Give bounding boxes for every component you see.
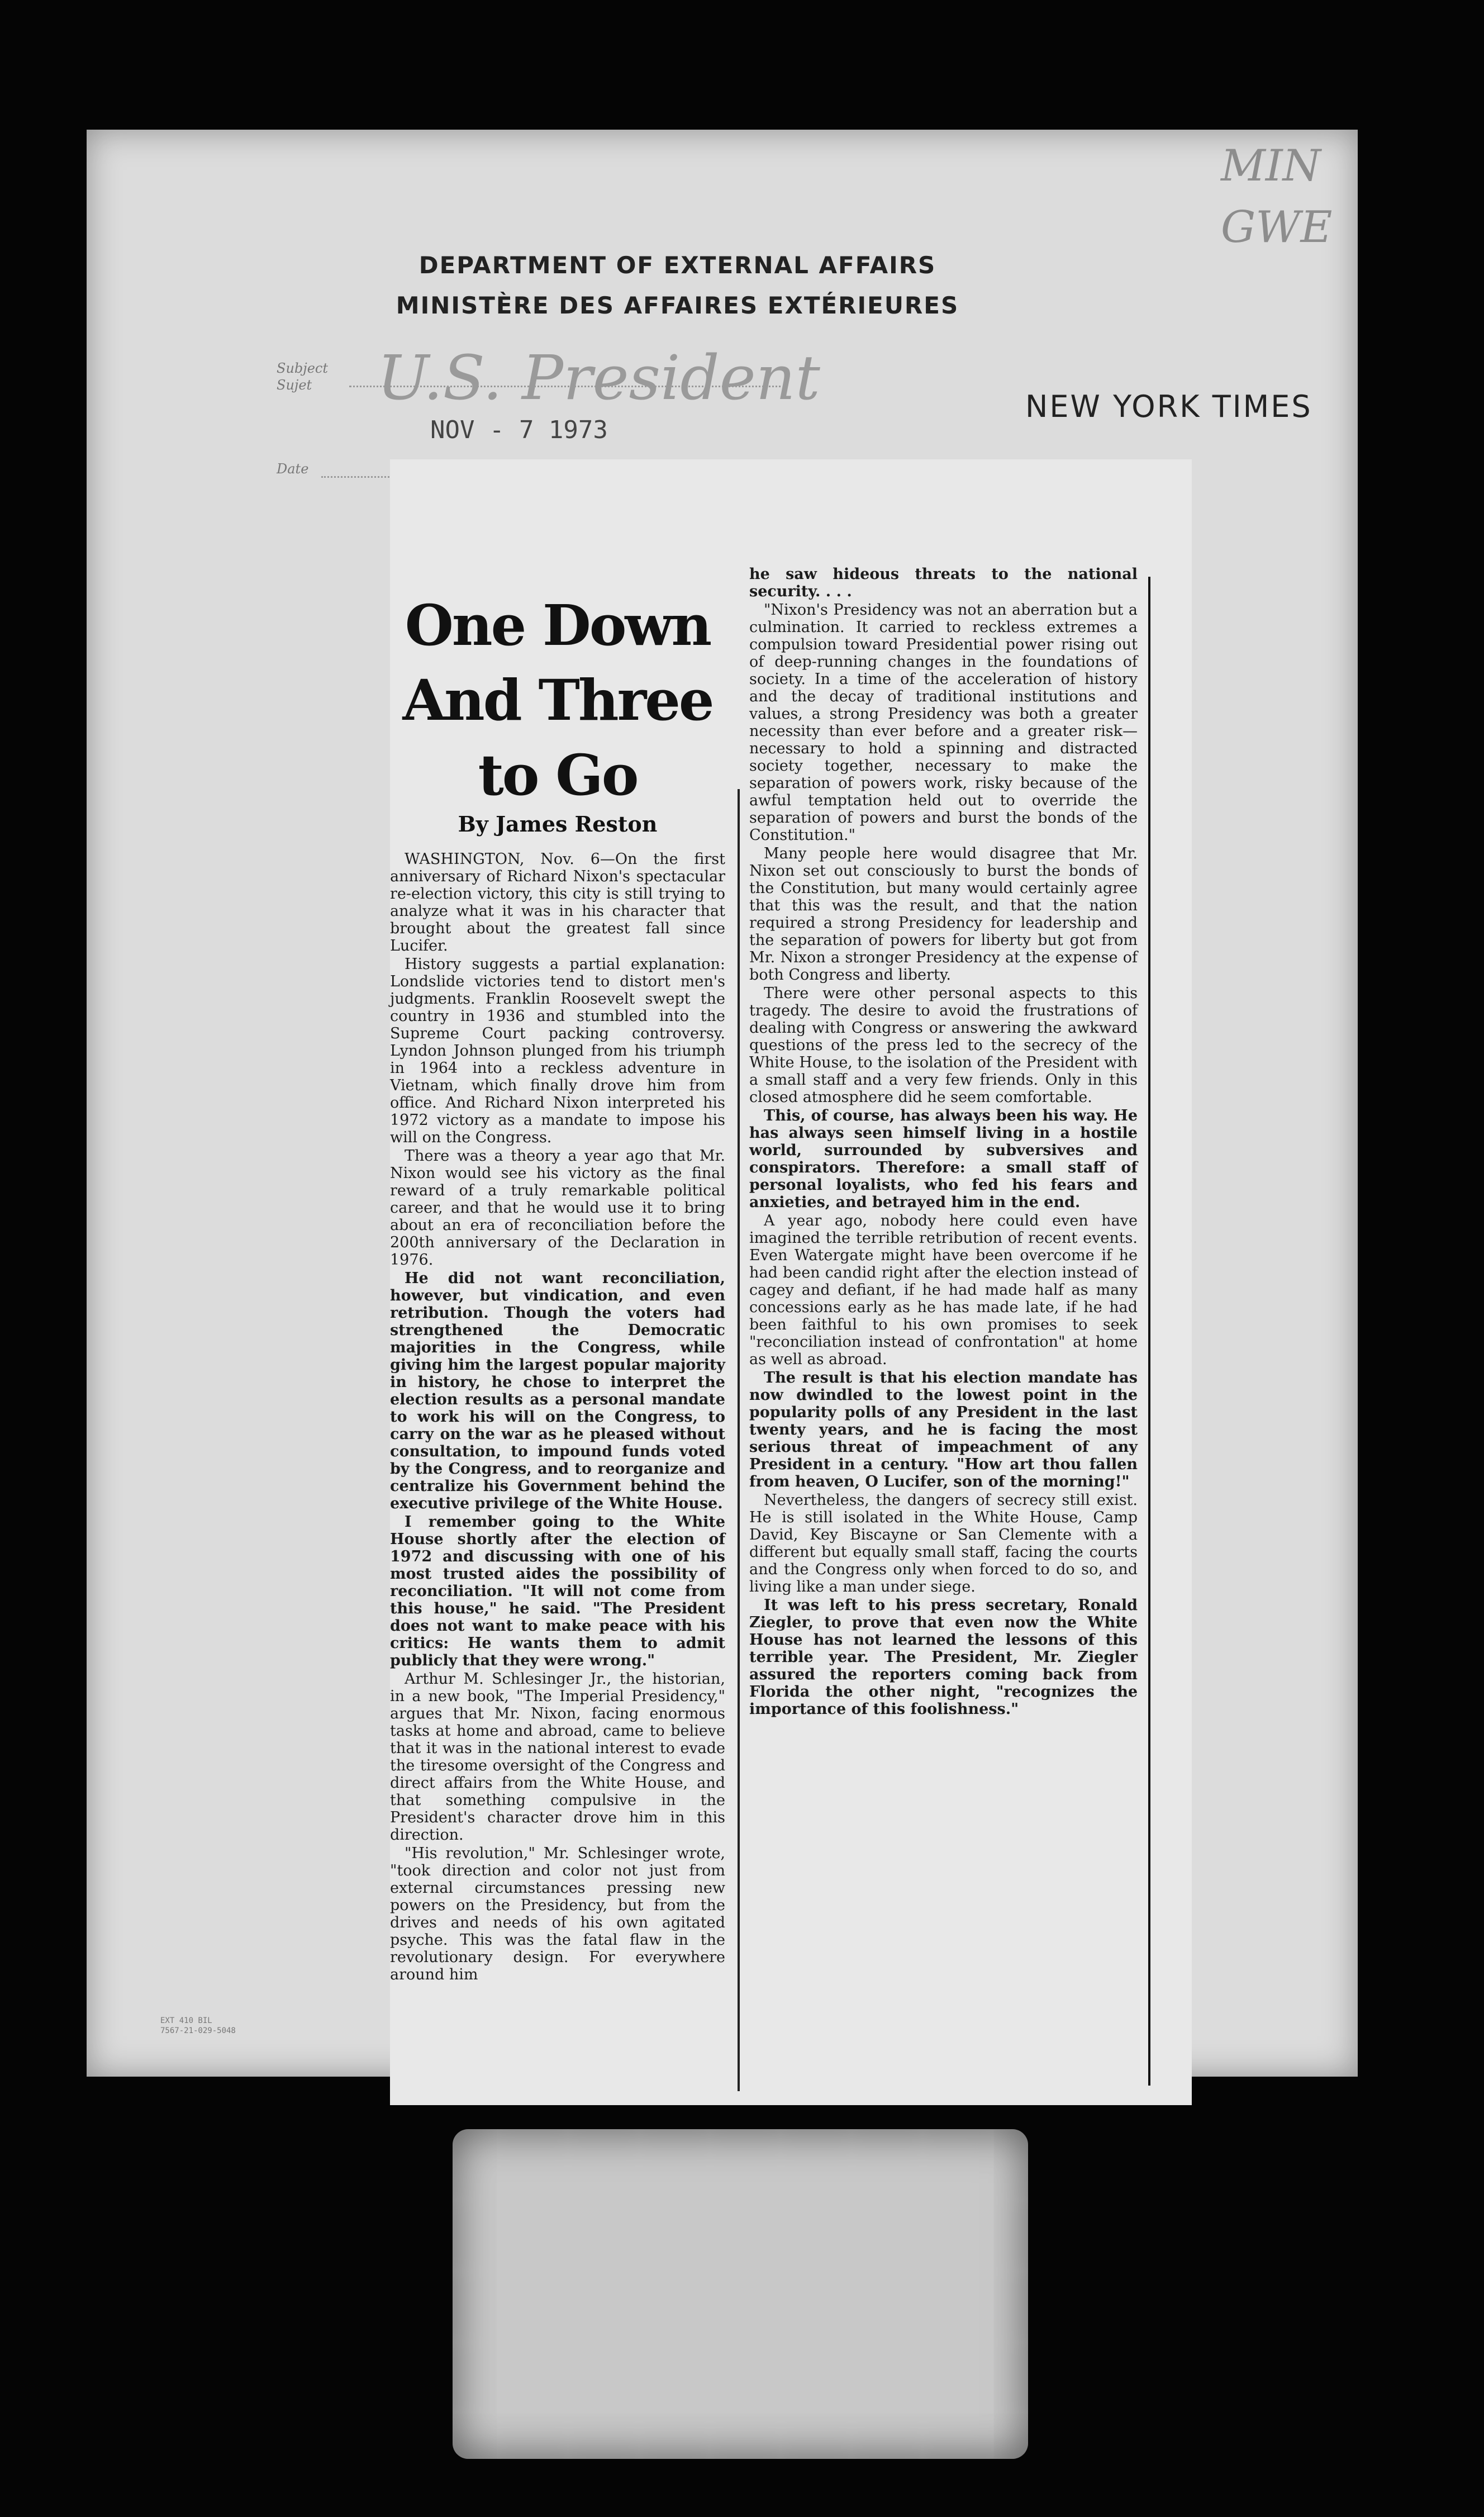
article-paragraph: It was left to his press secretary, Ronald Ziegler, to prove that even now the White House has not learned the lessons of this terrible year. The President, Mr. Ziegler assured the reporters coming back from Florida the other night, "recognizes the importance of this foolishness." — [749, 1597, 1138, 1718]
date-label: Date — [277, 461, 309, 477]
article-paragraph: Many people here would disagree that Mr. Nixon set out consciously to burst the bonds of the Constitution, but many would certainly agree that this was the result, and that the nation required a strong Presidency for leadership and the separation of powers for liberty but got from Mr. Nixon a stronger Presidency at the expense of both Congress and liberty. — [749, 845, 1138, 984]
article-paragraph: I remember going to the White House shortly after the election of 1972 and discussing with one of his most trusted aides the possibility of reconciliation. "It will not come from this house," he said. "The President does not want to make peace with his critics: He wants them to admit publicly that they were wrong." — [390, 1513, 725, 1669]
article-column-right — [749, 566, 1138, 1719]
article-paragraph: There were other personal aspects to this tragedy. The desire to avoid the frustrations of dealing with Congress or answering the awkward questions of the press led to the secrecy of the White House, to the isolation of the President with a small staff and a very few friends. Only in this closed atmosphere did he seem comfortable. — [749, 985, 1138, 1106]
handwritten-initials: MIN GWE — [1221, 141, 1333, 253]
article-byline: By James Reston — [458, 811, 658, 837]
column-rule — [1148, 577, 1150, 2086]
article-paragraph: he saw hideous threats to the national security. . . . — [749, 566, 1138, 600]
article-paragraph: He did not want reconciliation, however, but vindication, and even retribution. Though the voters had strengthened the Democratic majorities in the Congress, while giving him the largest popular majority in history, he chose to interpret the election results as a personal mandate to work his will on the Congress, to carry on the war as he pleased without consultation, to impound funds voted by the Congress, and to reorganize and centralize his Government behind the executive privilege of the White House. — [390, 1270, 725, 1512]
newspaper-source: NEW YORK TIMES — [1025, 389, 1312, 424]
form-print-code: EXT 410 BIL 7567-21-029-5048 — [160, 2016, 236, 2035]
date-line — [321, 476, 399, 478]
article-paragraph: History suggests a partial explanation: Londslide victories tend to distort men's judgments. Franklin Roosevelt swept the country in 1936 and stumbled into the Supreme Court packing controversy. Lyndon Johnson plunged from his triumph in 1964 into a reckless adventure in Vietnam, which finally drove him from office. And Richard Nixon interpreted his 1972 victory as a mandate to impose his will on the Congress. — [390, 956, 725, 1146]
column-divider — [738, 789, 740, 2091]
subject-handwritten: U.S. President — [377, 342, 820, 414]
article-paragraph: This, of course, has always been his way. He has always seen himself living in a hostile world, surrounded by subversives and conspirators. Therefore: a small staff of personal loyalists, who fed his fears and anxieties, and betrayed him in the end. — [749, 1107, 1138, 1211]
document-sheet — [87, 130, 1358, 2077]
subject-label: Subject Sujet — [277, 360, 328, 393]
date-stamp: NOV - 7 1973 — [430, 416, 608, 444]
article-paragraph: Nevertheless, the dangers of secrecy still exist. He is still isolated in the White House, Camp David, Key Biscayne or San Clemente with a different but equally small staff, facing the courts and the Congress only when forced to do so, and living like a man under siege. — [749, 1492, 1138, 1595]
article-paragraph: "Nixon's Presidency was not an aberration but a culmination. It carried to reckless extremes a compulsion toward Presidential power rising out of deep-running changes in the foundations of society. In a time of the acceleration of history and the decay of traditional institutions and values, a strong Presidency was both a greater necessity than ever before and a greater risk—necessary to hold a spinning and distracted society together, necessary to make the separation of powers work, risky because of the awful temptation held out to override the separation of powers and burst the bonds of the Constitution." — [749, 601, 1138, 844]
article-paragraph: There was a theory a year ago that Mr. Nixon would see his victory as the final reward of a truly remarkable political career, and that he would use it to bring about an era of reconciliation before the 200th anniversary of the Declaration in 1976. — [390, 1147, 725, 1269]
department-title-en: DEPARTMENT OF EXTERNAL AFFAIRS — [418, 251, 936, 279]
article-paragraph: Arthur M. Schlesinger Jr., the historian, in a new book, "The Imperial Presidency," argues that Mr. Nixon, facing enormous tasks at home and abroad, came to believe that it was in the national interest to evade the tiresome oversight of the Congress and direct affairs from the White House, and that something compulsive in the President's character drove him in this direction. — [390, 1670, 725, 1844]
article-paragraph: A year ago, nobody here could even have imagined the terrible retribution of recent events. Even Watergate might have been overcome if he had been candid right after the election instead of cagey and defiant, if he had made half as many concessions early as he has made late, if he had been faithful to his own promises to seek "reconciliation instead of confrontation" at home as well as abroad. — [749, 1212, 1138, 1368]
article-paragraph: WASHINGTON, Nov. 6—On the first anniversary of Richard Nixon's spectacular re-election victory, this city is still trying to analyze what it was in his character that brought about the greatest fall since Lucifer. — [390, 851, 725, 954]
blank-envelope — [453, 2129, 1028, 2459]
newspaper-clipping — [390, 459, 1192, 2105]
article-paragraph: The result is that his election mandate has now dwindled to the lowest point in the popularity polls of any President in the last twenty years, and he is facing the most serious threat of impeachment of any President in a century. "How art thou fallen from heaven, O Lucifer, son of the morning!" — [749, 1369, 1138, 1490]
department-title-fr: MINISTÈRE DES AFFAIRES EXTÉRIEURES — [396, 292, 959, 319]
article-headline: One Down And Three to Go — [402, 592, 713, 808]
article-paragraph: "His revolution," Mr. Schlesinger wrote, "took direction and color not just from external circumstances pressing new powers on the Presidency, but from the drives and needs of his own agitated psyche. This was the fatal flaw in the revolutionary design. For everywhere around him — [390, 1845, 725, 1983]
article-column-left — [390, 851, 725, 1984]
